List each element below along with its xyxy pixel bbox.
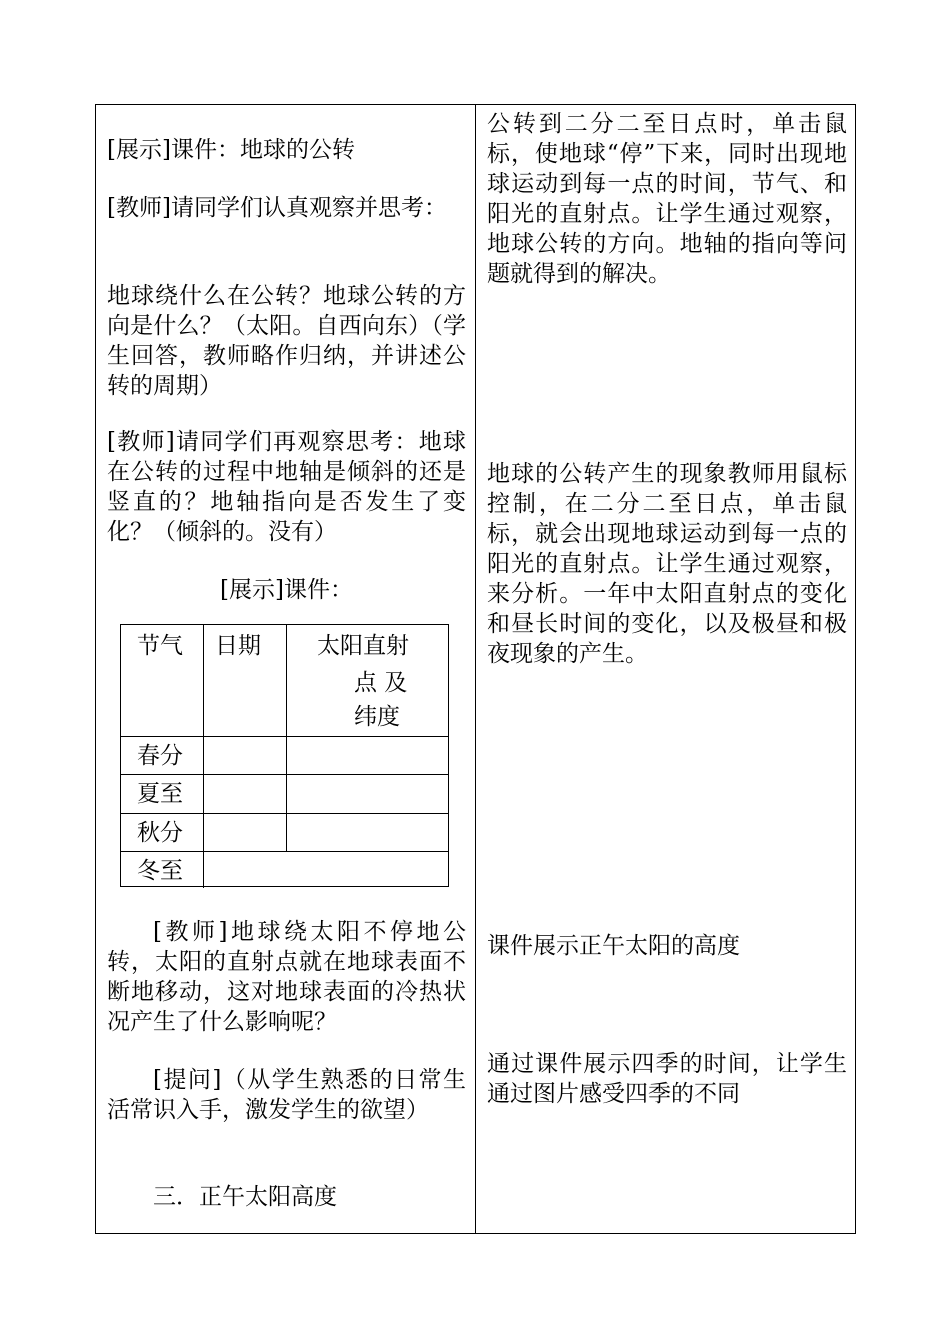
explanation-1: 公转到二分二至日点时，单击鼠标，使地球“停”下来，同时出现地球运动到每一点的时间，节气、和阳光的直射点。让学生通过观察，地球公转的方向。地轴的指向等问题就得到的解决。: [487, 111, 847, 287]
display-courseware-text: [展示]课件：地球的公转: [107, 137, 355, 163]
header-direct-point-line1: 太阳直射: [317, 633, 409, 659]
solar-terms-table: [120, 624, 449, 887]
header-solar-term: 节气: [137, 633, 183, 659]
table-vline-1: [203, 625, 204, 851]
explanation-2: 地球的公转产生的现象教师用鼠标控制，在二分二至日点，单击鼠标，就会出现地球运动到每一点的阳光的直射点。让学生通过观察，来分析。一年中太阳直射点的变化和昼长时间的变化，以及极昼和极夜现象的产生。: [487, 461, 847, 667]
table-vline-2: [286, 625, 287, 851]
explanation-4: 通过课件展示四季的时间，让学生通过图片感受四季的不同: [487, 1051, 847, 1107]
header-date: 日期: [215, 633, 261, 659]
teacher-prompt-3: [教师]地球绕太阳不停地公转，太阳的直射点就在地球表面不断地移动，这对地球表面的冷热状况产生了什么影响呢？: [107, 919, 466, 1035]
table-hline-2: [121, 774, 448, 775]
question-paragraph: 地球绕什么在公转？地球公转的方向是什么？（太阳。自西向东）（学生回答，教师略作归纳，并讲述公转的周期）: [107, 283, 466, 399]
question-note: [提问]（从学生熟悉的日常生活常识入手，激发学生的欲望）: [107, 1067, 466, 1123]
header-direct-point-line2: 点 及: [354, 670, 408, 696]
table-hline-4: [121, 851, 448, 852]
row-winter-solstice: 冬至: [137, 858, 183, 884]
row-spring-equinox: 春分: [137, 743, 183, 769]
teacher-prompt-2: [教师]请同学们再观察思考：地球在公转的过程中地轴是倾斜的还是竖直的？地轴指向是否发生了变化？（倾斜的。没有）: [107, 429, 466, 545]
section-heading: 三．正午太阳高度: [153, 1184, 337, 1210]
column-divider: [475, 105, 476, 1233]
table-hline-3: [121, 813, 448, 814]
table-hline-1: [121, 736, 448, 737]
row-autumn-equinox: 秋分: [137, 820, 183, 846]
header-direct-point-line3: 纬度: [354, 704, 400, 730]
table-vline-1b: [203, 851, 204, 888]
display-courseware-label: [展示]课件：: [220, 577, 353, 603]
explanation-3: 课件展示正午太阳的高度: [487, 933, 740, 959]
row-summer-solstice: 夏至: [137, 781, 183, 807]
teacher-prompt-1: [教师]请同学们认真观察并思考：: [107, 195, 447, 221]
